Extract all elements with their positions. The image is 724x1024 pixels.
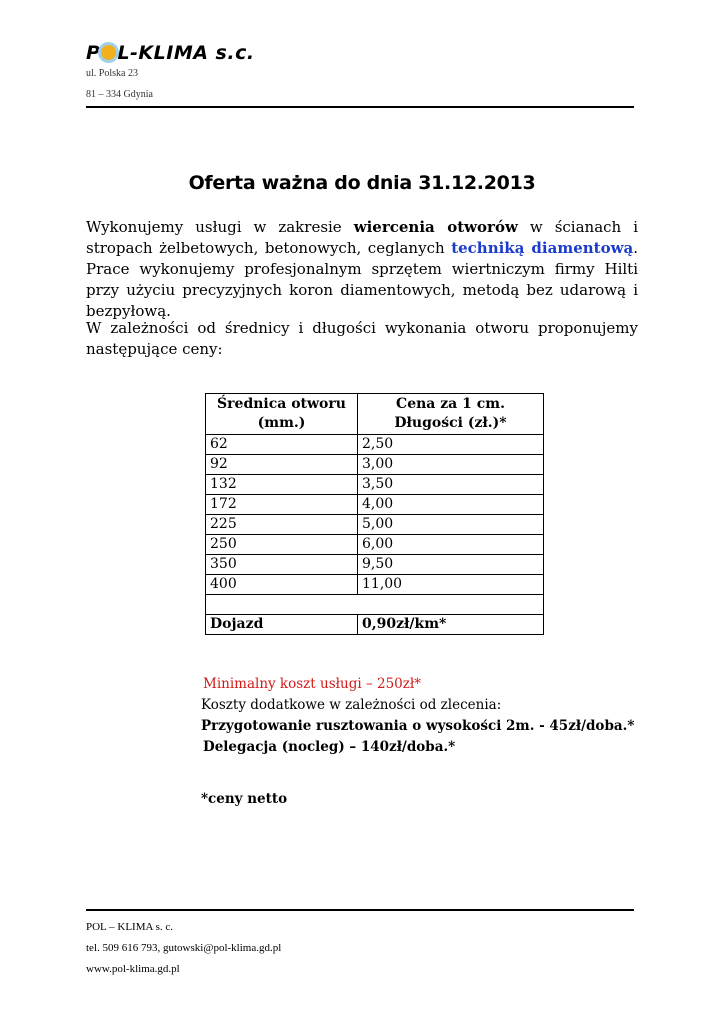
price-cell: 2,50 (358, 435, 544, 455)
table-row (206, 575, 544, 595)
diameter-header: Średnica otworu (mm.) (206, 394, 358, 435)
empty-cell (206, 595, 544, 615)
footer-website: www.pol-klima.gd.pl (86, 963, 180, 975)
price-cell: 6,00 (358, 535, 544, 555)
logo-text: L-KLIMA s.c. (117, 42, 255, 64)
travel-label: Dojazd (206, 615, 358, 635)
diameter-cell: 225 (206, 515, 358, 535)
additional-costs-label: Koszty dodatkowe w zależności od zlecenia: (201, 697, 502, 713)
address-street: ul. Polska 23 (86, 68, 138, 79)
intro-paragraph: Wykonujemy usługi w zakresie wiercenia otworów w ścianach i stropach żelbetowych, betonowych, ceglanych techniką diamentową. Prace wykonujemy profesjonalnym sprzętem wiertniczym firmy Hilti przy użyciu precyzyjnych koron diamentowych, metodą bez udarową i bezpyłową. (86, 218, 638, 320)
diameter-cell: 62 (206, 435, 358, 455)
price-cell: 5,00 (358, 515, 544, 535)
diameter-cell: 350 (206, 555, 358, 575)
scaffolding-cost: Przygotowanie rusztowania o wysokości 2m. - 45zł/doba.* (201, 718, 635, 734)
diameter-cell: 132 (206, 475, 358, 495)
offer-title: Oferta ważna do dnia 31.12.2013 (188, 172, 536, 194)
price-header: Cena za 1 cm. Długości (zł.)* (358, 394, 544, 435)
price-cell: 9,50 (358, 555, 544, 575)
sun-icon (101, 45, 116, 60)
price-table (205, 393, 544, 635)
address-city: 81 – 334 Gdynia (86, 89, 153, 100)
footer-divider (86, 909, 634, 911)
table-header-row (206, 394, 544, 435)
table-row (206, 495, 544, 515)
diameter-cell: 250 (206, 535, 358, 555)
table-row (206, 535, 544, 555)
diamond-technique-highlight: techniką diamentową (451, 239, 634, 257)
diameter-cell: 92 (206, 455, 358, 475)
company-logo (86, 44, 255, 63)
header-divider (86, 106, 634, 108)
travel-row (206, 615, 544, 635)
logo-letter-p: P (86, 42, 101, 64)
table-row (206, 515, 544, 535)
diameter-cell: 400 (206, 575, 358, 595)
footer-company: POL – KLIMA s. c. (86, 921, 173, 933)
table-row (206, 475, 544, 495)
price-cell: 11,00 (358, 575, 544, 595)
table-row (206, 435, 544, 455)
empty-row (206, 595, 544, 615)
price-cell: 4,00 (358, 495, 544, 515)
prices-intro: W zależności od średnicy i długości wykonania otworu proponujemy następujące ceny: (86, 319, 638, 358)
minimum-cost: Minimalny koszt usługi – 250zł* (203, 676, 421, 692)
table-row (206, 555, 544, 575)
price-cell: 3,50 (358, 475, 544, 495)
net-prices-note: *ceny netto (201, 791, 288, 807)
diameter-cell: 172 (206, 495, 358, 515)
footer-contact: tel. 509 616 793, gutowski@pol-klima.gd.pl (86, 942, 282, 954)
price-cell: 3,00 (358, 455, 544, 475)
table-row (206, 455, 544, 475)
delegation-cost: Delegacja (nocleg) – 140zł/doba.* (203, 739, 456, 755)
travel-price: 0,90zł/km* (358, 615, 544, 635)
drilling-highlight: wiercenia otworów (353, 218, 518, 236)
